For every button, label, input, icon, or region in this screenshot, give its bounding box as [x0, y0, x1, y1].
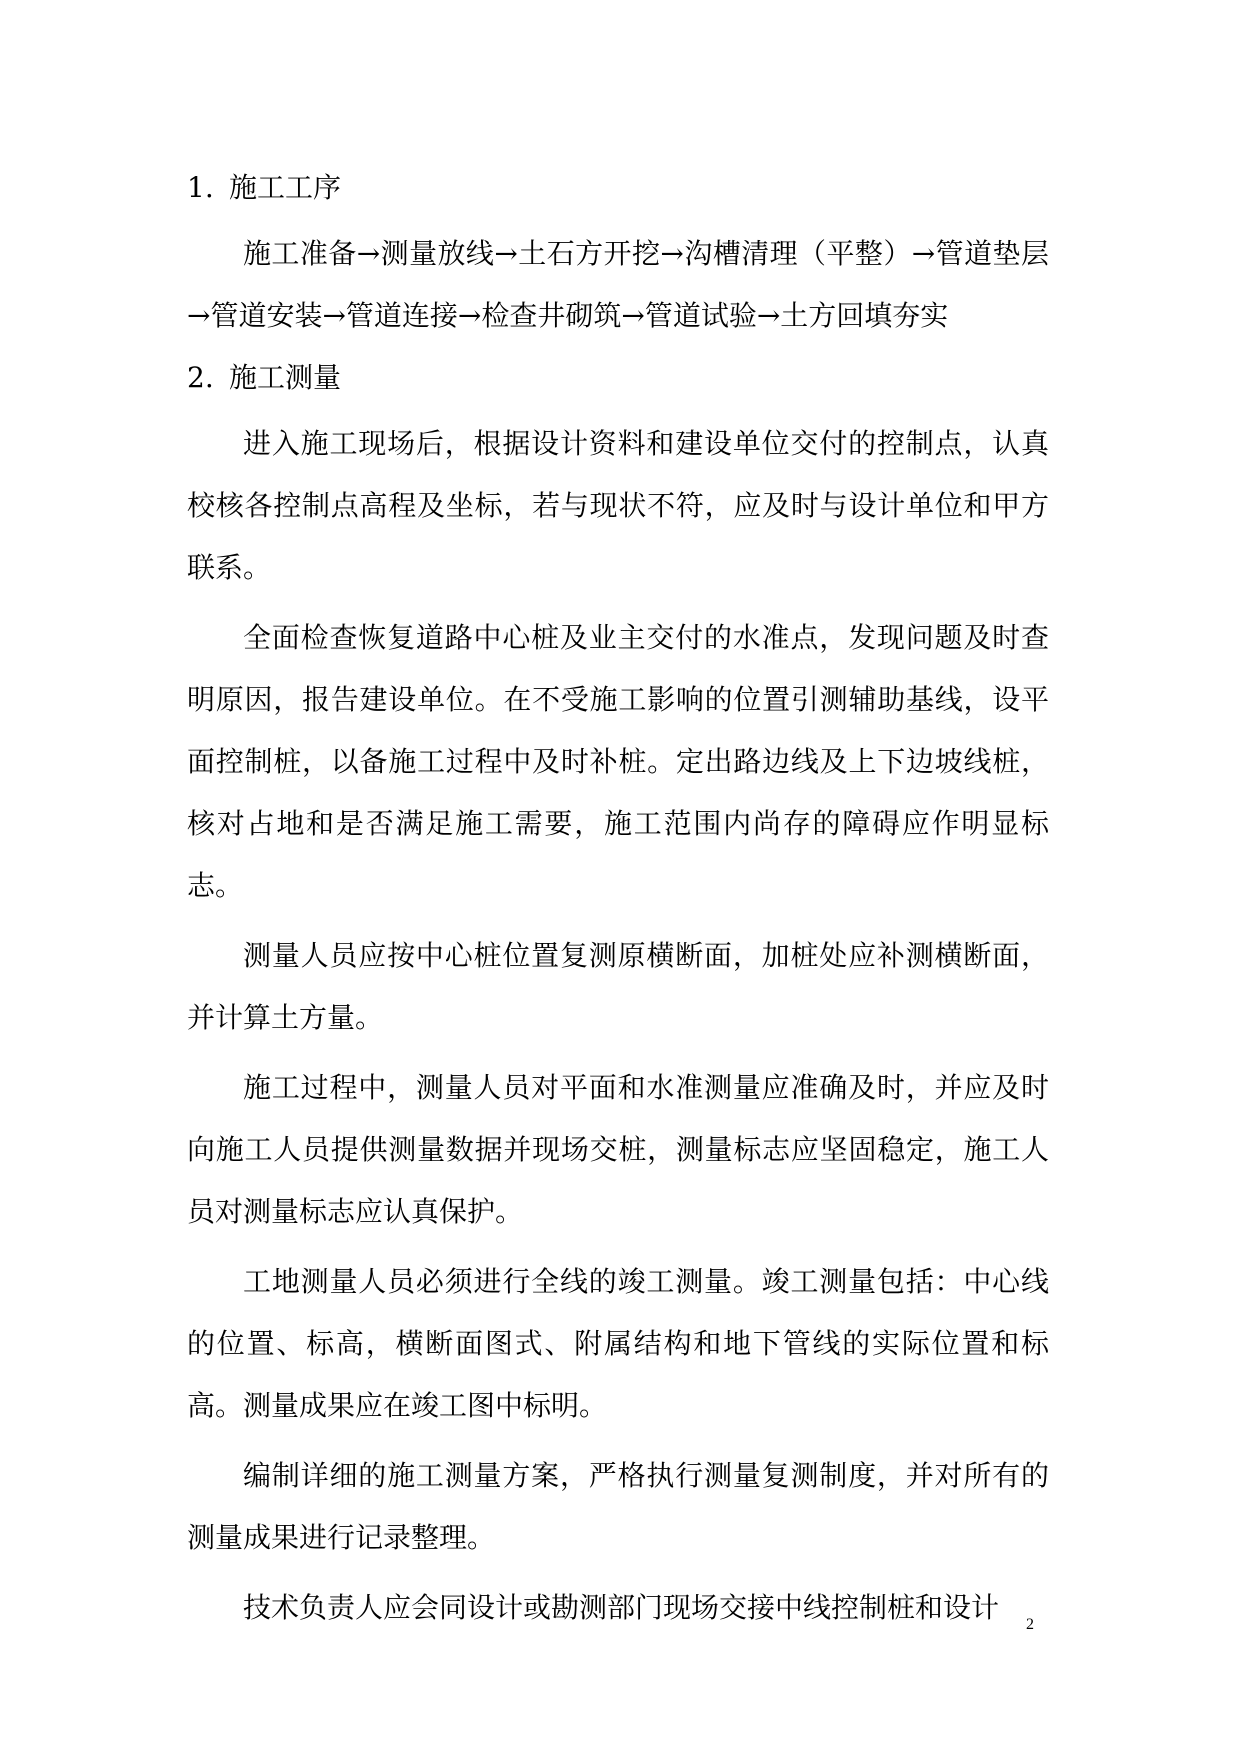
paragraph: 测量人员应按中心桩位置复测原横断面，加桩处应补测横断面，并计算土方量。 [187, 939, 1049, 1034]
paragraph: 技术负责人应会同设计或勘测部门现场交接中线控制桩和设计 [243, 1591, 1000, 1624]
page-number: 2 [1026, 1616, 1034, 1633]
section-number: 2. [187, 361, 214, 394]
paragraph: 施工准备→测量放线→土石方开挖→沟槽清理（平整）→管道垫层→管道安装→管道连接→检查井砌筑→管道试验→土方回填夯实 [187, 237, 1049, 332]
section-title: 施工工序 [229, 171, 342, 204]
paragraph: 工地测量人员必须进行全线的竣工测量。竣工测量包括：中心线的位置、标高，横断面图式、附属结构和地下管线的实际位置和标高。测量成果应在竣工图中标明。 [187, 1265, 1049, 1422]
paragraph: 进入施工现场后，根据设计资料和建设单位交付的控制点，认真校核各控制点高程及坐标，若与现状不符，应及时与设计单位和甲方联系。 [187, 427, 1049, 584]
section-heading-construction-survey [187, 347, 1049, 409]
paragraph: 编制详细的施工测量方案，严格执行测量复测制度，并对所有的测量成果进行记录整理。 [187, 1459, 1049, 1554]
paragraph: 施工过程中，测量人员对平面和水准测量应准确及时，并应及时向施工人员提供测量数据并现场交桩，测量标志应坚固稳定，施工人员对测量标志应认真保护。 [187, 1071, 1049, 1228]
section-title: 施工测量 [229, 361, 342, 394]
paragraph: 全面检查恢复道路中心桩及业主交付的水准点，发现问题及时查明原因，报告建设单位。在不受施工影响的位置引测辅助基线，设平面控制桩，以备施工过程中及时补桩。定出路边线及上下边坡线桩，核对占地和是否满足施工需要，施工范围内尚存的障碍应作明显标志。 [187, 621, 1049, 902]
document-body [187, 157, 1049, 1639]
section-number: 1. [187, 171, 214, 204]
section-heading-construction-process [187, 157, 1049, 219]
